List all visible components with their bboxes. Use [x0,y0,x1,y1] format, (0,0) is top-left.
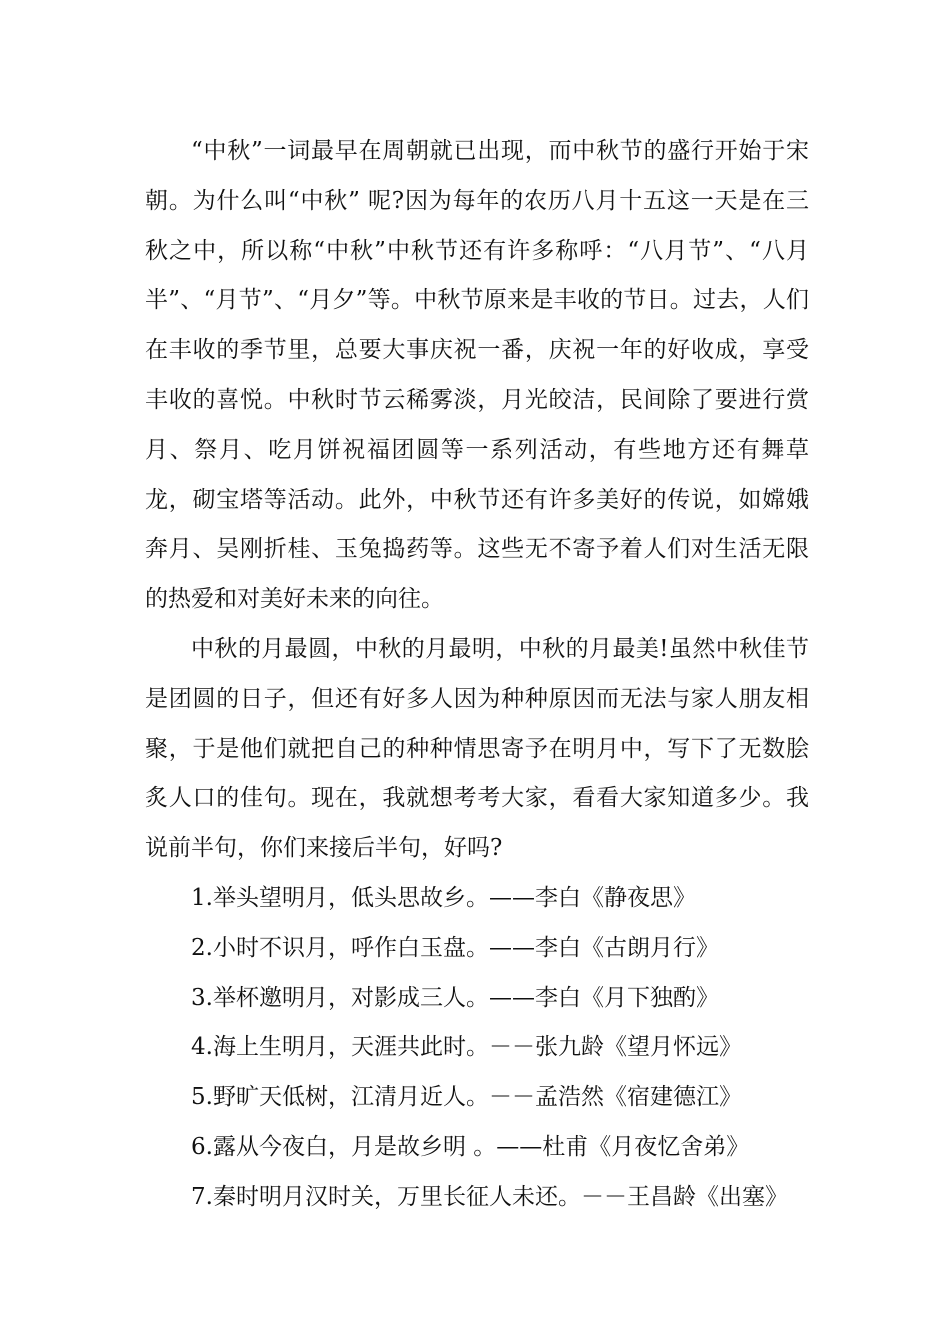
poem-item-7: 7.秦时明月汉时关，万里长征人未还。－－王昌龄《出塞》 [191,1183,788,1210]
poem-item-4: 4.海上生明月，天涯共此时。－－张九龄《望月怀远》 [191,1034,742,1061]
paragraph-mid-autumn-history: “中秋”一词最早在周朝就已出现，而中秋节的盛行开始于宋朝。为什么叫“中秋” 呢?因为每年的农历八月十五这一天是在三秋之中，所以称“中秋”中秋节还有许多称呼：“八月节”、“八月半”、“月节”、“月夕”等。中秋节原来是丰收的节日。过去，人们在丰收的季节里，总要大事庆祝一番，庆祝一年的好收成，享受丰收的喜悦。中秋时节云稀雾淡，月光皎洁，民间除了要进行赏月、祭月、吃月饼祝福团圆等一系列活动，有些地方还有舞草龙，砌宝塔等活动。此外，中秋节还有许多美好的传说，如嫦娥奔月、吴刚折桂、玉兔捣药等。这些无不寄予着人们对生活无限的热爱和对美好未来的向往。 [145,138,809,613]
poem-list [145,874,809,1223]
poem-item-6: 6.露从今夜白，月是故乡明 。——杜甫《月夜忆舍弟》 [191,1133,750,1160]
poem-item-2: 2.小时不识月，呼作白玉盘。——李白《古朗月行》 [191,934,719,961]
poem-item-3: 3.举杯邀明月，对影成三人。——李白《月下独酌》 [191,984,719,1011]
poem-item-1: 1.举头望明月，低头思故乡。——李白《静夜思》 [191,884,696,911]
paragraph-mid-autumn-moon: 中秋的月最圆，中秋的月最明，中秋的月最美!虽然中秋佳节是团圆的日子，但还有好多人因为种种原因而无法与家人朋友相聚，于是他们就把自己的种种情思寄予在明月中，写下了无数脍炙人口的佳句。现在，我就想考考大家，看看大家知道多少。我说前半句，你们来接后半句，好吗? [145,635,809,862]
poem-item-5: 5.野旷天低树，江清月近人。－－孟浩然《宿建德江》 [191,1084,742,1111]
document-body [145,127,809,1223]
